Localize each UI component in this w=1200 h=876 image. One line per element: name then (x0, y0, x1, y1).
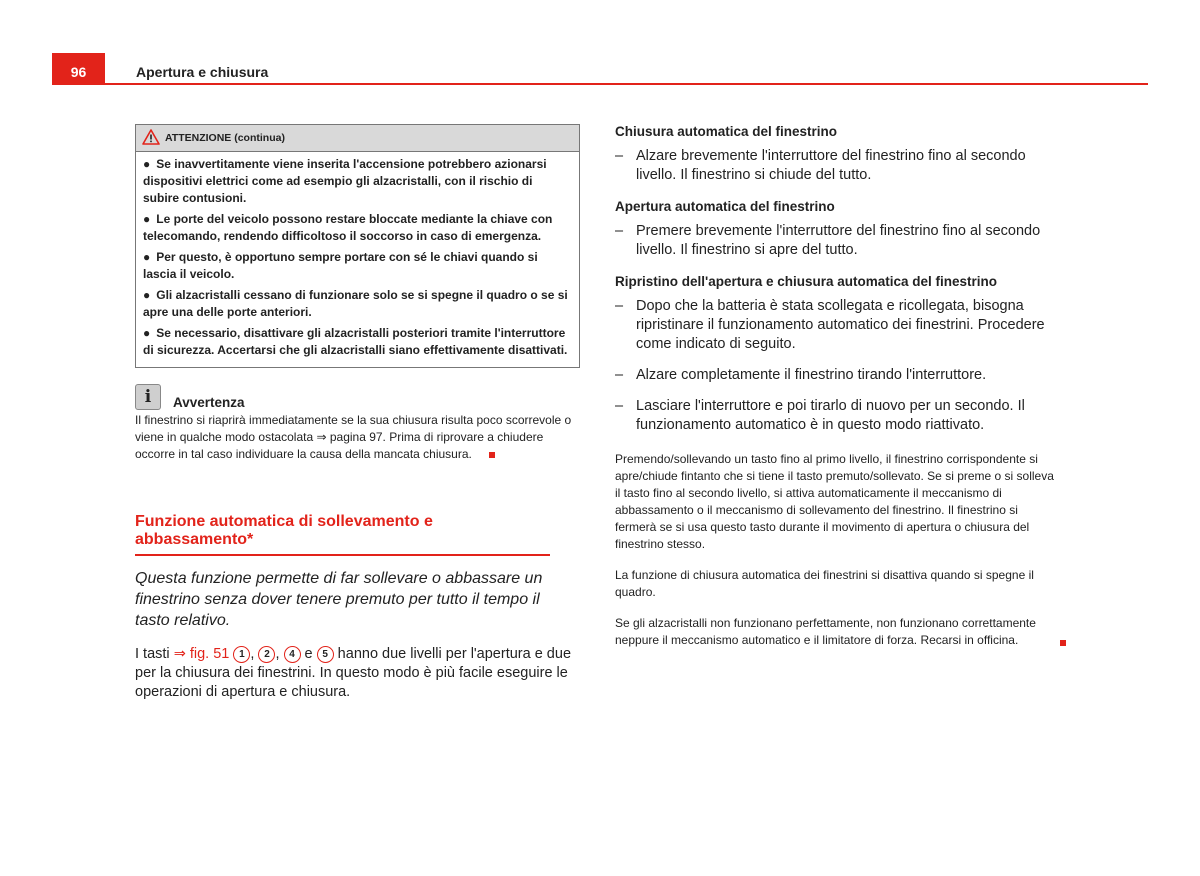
warning-body (136, 152, 579, 367)
section-paragraph: I tasti ⇒ fig. 51 1 , 2 , 4 e 5 hanno due livelli per l'apertura e due per la chiusura dei finestrini. In questo modo è più facile eseguire le operazioni di apertura e chiusura. (135, 646, 572, 700)
close-step: – Alzare brevemente l'interruttore del finestrino fino al secondo livello. Il finestrino si chiude del tutto. (615, 148, 1026, 183)
note-block (135, 384, 580, 463)
open-heading: Apertura automatica del finestrino (615, 199, 835, 214)
warning-item: ● Se necessario, disattivare gli alzacristalli posteriori tramite l'interruttore di sicurezza. Accertarsi che gli alzacristalli siano effettivamente disattivati. (143, 326, 568, 357)
warning-header (136, 125, 579, 152)
note-title: Avvertenza (173, 395, 245, 410)
end-mark-icon (489, 452, 495, 458)
warning-title: ATTENZIONE (continua) (165, 132, 285, 144)
warning-triangle-icon (142, 129, 165, 148)
note-text: Il finestrino si riaprirà immediatamente se la sua chiusura risulta poco scorrevole o viene in qualche modo ostacolata ⇒ pagina 97. Prima di riprovare a chiudere occorre in tal caso individuare la causa della mancata chiusura. (135, 413, 572, 461)
chapter-title: Apertura e chiusura (136, 64, 269, 80)
warning-item: ● Le porte del veicolo possono restare bloccate mediante la chiave con telecomando, rendendo difficoltoso il soccorso in caso di emergenza. (143, 212, 553, 243)
warning-item: ● Se inavvertitamente viene inserita l'accensione potrebbero azionarsi dispositivi elettrici come ad esempio gli alzacristalli, con il rischio di subire contusioni. (143, 157, 547, 205)
section-title: Funzione automatica di sollevamento e abbassamento* (135, 513, 550, 556)
key-1-icon: 1 (233, 646, 250, 663)
info-icon: i (135, 384, 161, 410)
right-column (615, 124, 1060, 649)
info-paragraph: Se gli alzacristalli non funzionano perfettamente, non funzionano correttamente neppure il meccanismo automatico e il limitatore di forza. Recarsi in officina. (615, 615, 1055, 649)
bullet-icon: ● (143, 212, 151, 226)
end-mark-icon (1060, 640, 1066, 646)
bullet-icon: ● (143, 250, 151, 264)
figure-link[interactable]: ⇒ fig. 51 (173, 646, 230, 662)
page-header (52, 53, 1148, 85)
reset-heading: Ripristino dell'apertura e chiusura automatica del finestrino (615, 274, 998, 289)
bullet-icon: ● (143, 326, 151, 340)
bullet-icon: ● (143, 157, 151, 171)
header-rule (105, 83, 1148, 85)
page-number: 96 (52, 53, 105, 85)
info-paragraph: La funzione di chiusura automatica dei finestrini si disattiva quando si spegne il quadro. (615, 568, 1034, 599)
reset-step: – Lasciare l'interruttore e poi tirarlo di nuovo per un secondo. Il funzionamento automatico è in questo modo riattivato. (615, 398, 1025, 433)
close-heading: Chiusura automatica del finestrino (615, 124, 838, 139)
left-column (135, 124, 580, 702)
warning-box (135, 124, 580, 368)
key-4-icon: 4 (284, 646, 301, 663)
open-step: – Premere brevemente l'interruttore del finestrino fino al secondo livello. Il finestrino si apre del tutto. (615, 223, 1041, 258)
bullet-icon: ● (143, 288, 151, 302)
info-paragraph: Premendo/sollevando un tasto fino al primo livello, il finestrino corrispondente si apre/chiude fintanto che si tiene il tasto premuto/sollevato. Se si preme o si solleva il tasto fino al secondo livello, si attiva automaticamente il meccanismo di abbassamento o il meccanismo di sollevamento del finestrino. Il finestrino si fermerà se si usa questo tasto durante il movimento di apertura o chiusura del finestrino stesso. (615, 452, 1054, 551)
note-header (135, 384, 580, 410)
warning-item: ● Gli alzacristalli cessano di funzionare solo se si spegne il quadro o se si apre una delle porte anteriori. (143, 288, 568, 319)
reset-step: – Alzare completamente il finestrino tirando l'interruttore. (615, 367, 987, 383)
key-5-icon: 5 (317, 646, 334, 663)
section-intro: Questa funzione permette di far sollevare o abbassare un finestrino senza dover tenere premuto per tutto il tempo il tasto relativo. (135, 570, 543, 629)
reset-step: – Dopo che la batteria è stata scollegata e ricollegata, bisogna ripristinare il funzionamento automatico dei finestrini. Procedere come indicato di seguito. (615, 298, 1045, 352)
key-2-icon: 2 (258, 646, 275, 663)
warning-item: ● Per questo, è opportuno sempre portare con sé le chiavi quando si lascia il veicolo. (143, 250, 538, 281)
